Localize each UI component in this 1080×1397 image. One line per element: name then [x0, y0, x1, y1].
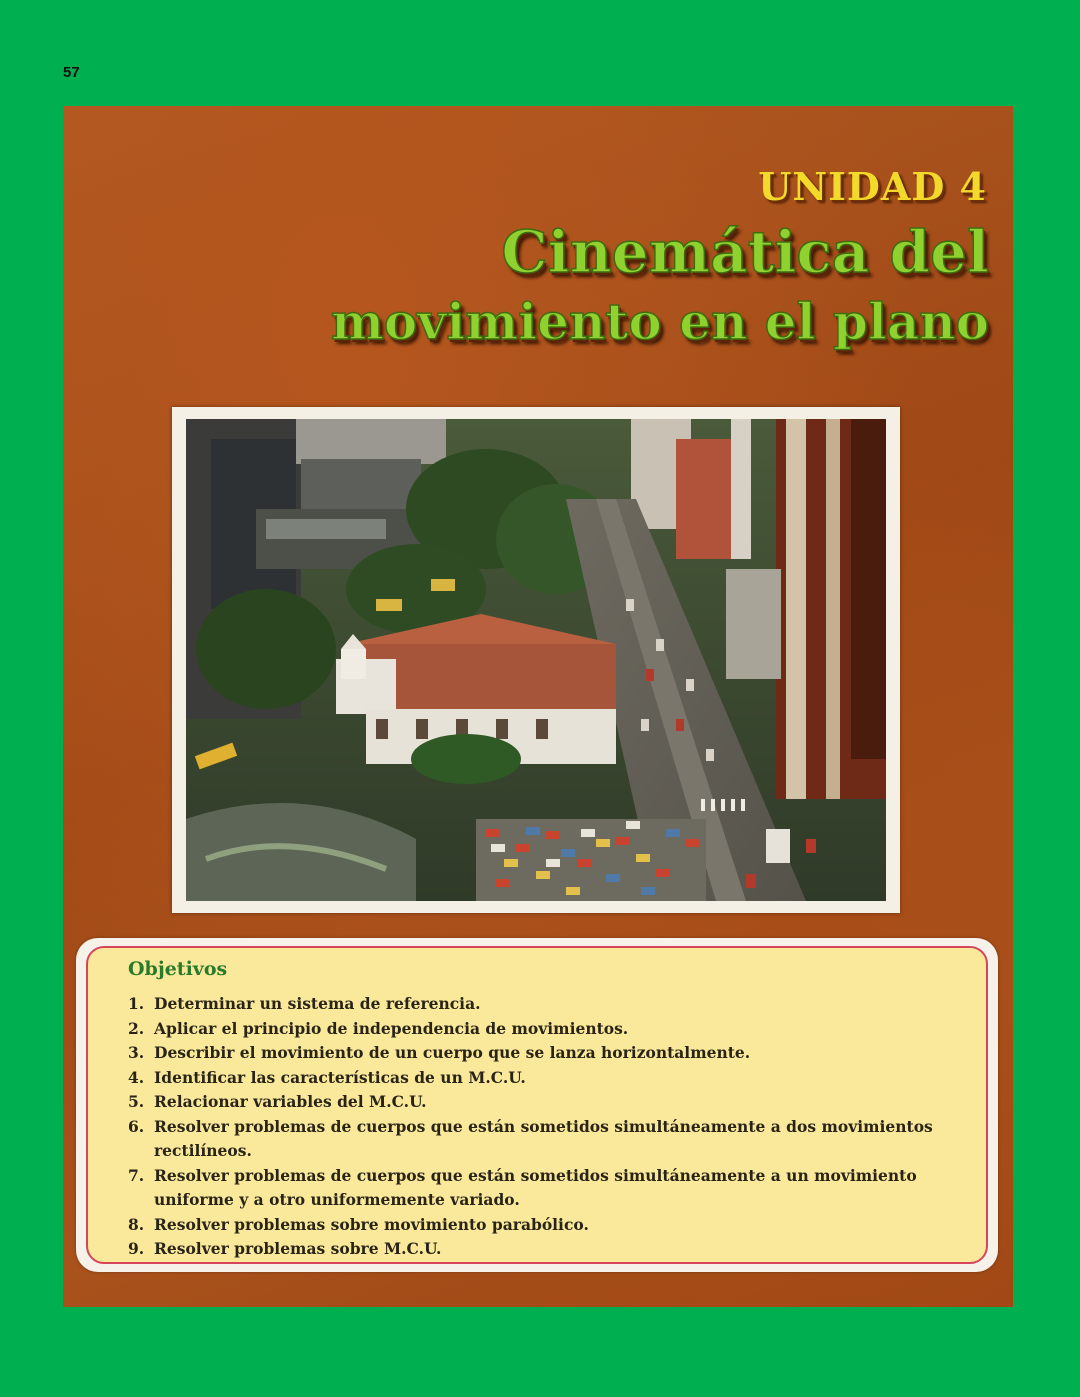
objectives-box: [76, 938, 998, 1272]
objective-item: [128, 1164, 956, 1213]
objective-item: [128, 1115, 956, 1164]
objective-text: Aplicar el principio de independencia de movimientos.: [154, 1018, 629, 1038]
objective-text: Resolver problemas sobre M.C.U.: [154, 1239, 442, 1258]
page-number: 57: [63, 64, 80, 81]
unit-cover: [63, 106, 1013, 1307]
objective-number: 3.: [128, 1043, 145, 1062]
objective-item: [128, 1066, 956, 1091]
objective-item: [128, 1237, 956, 1262]
objectives-heading: Objetivos: [128, 958, 228, 980]
objective-text: Describir el movimiento de un cuerpo que se lanza horizontalmente.: [154, 1043, 751, 1062]
objectives-list: [128, 992, 956, 1262]
unit-title-line-1: Cinemática del: [501, 218, 989, 286]
objective-number: 8.: [128, 1214, 145, 1234]
objective-number: 4.: [128, 1067, 145, 1087]
objective-number: 6.: [128, 1116, 145, 1136]
photo-frame: [172, 407, 900, 913]
objective-item: [128, 1017, 956, 1042]
objective-text: Determinar un sistema de referencia.: [154, 994, 481, 1013]
objective-text: Resolver problemas de cuerpos que están sometidos simultáneamente a dos movimientos rectilíneos.: [154, 1116, 933, 1160]
objective-text: Resolver problemas sobre movimiento parabólico.: [154, 1214, 589, 1234]
objective-item: [128, 992, 956, 1017]
objectives-panel: [86, 946, 988, 1264]
objective-number: 9.: [128, 1239, 145, 1258]
objective-number: 5.: [128, 1092, 145, 1111]
objective-number: 7.: [128, 1165, 145, 1185]
objective-text: Relacionar variables del M.C.U.: [154, 1092, 427, 1111]
objective-number: 2.: [128, 1018, 145, 1038]
unit-label: UNIDAD 4: [758, 164, 987, 209]
aerial-city-photo: [186, 419, 886, 901]
objective-item: [128, 1213, 956, 1238]
objective-number: 1.: [128, 994, 145, 1013]
objective-text: Resolver problemas de cuerpos que están sometidos simultáneamente a un movimiento uniforme y a otro uniformemente variado.: [154, 1165, 917, 1209]
objective-text: Identificar las características de un M.C.U.: [154, 1067, 526, 1087]
unit-title-line-2: movimiento en el plano: [330, 292, 989, 351]
objective-item: [128, 1041, 956, 1066]
objective-item: [128, 1090, 956, 1115]
